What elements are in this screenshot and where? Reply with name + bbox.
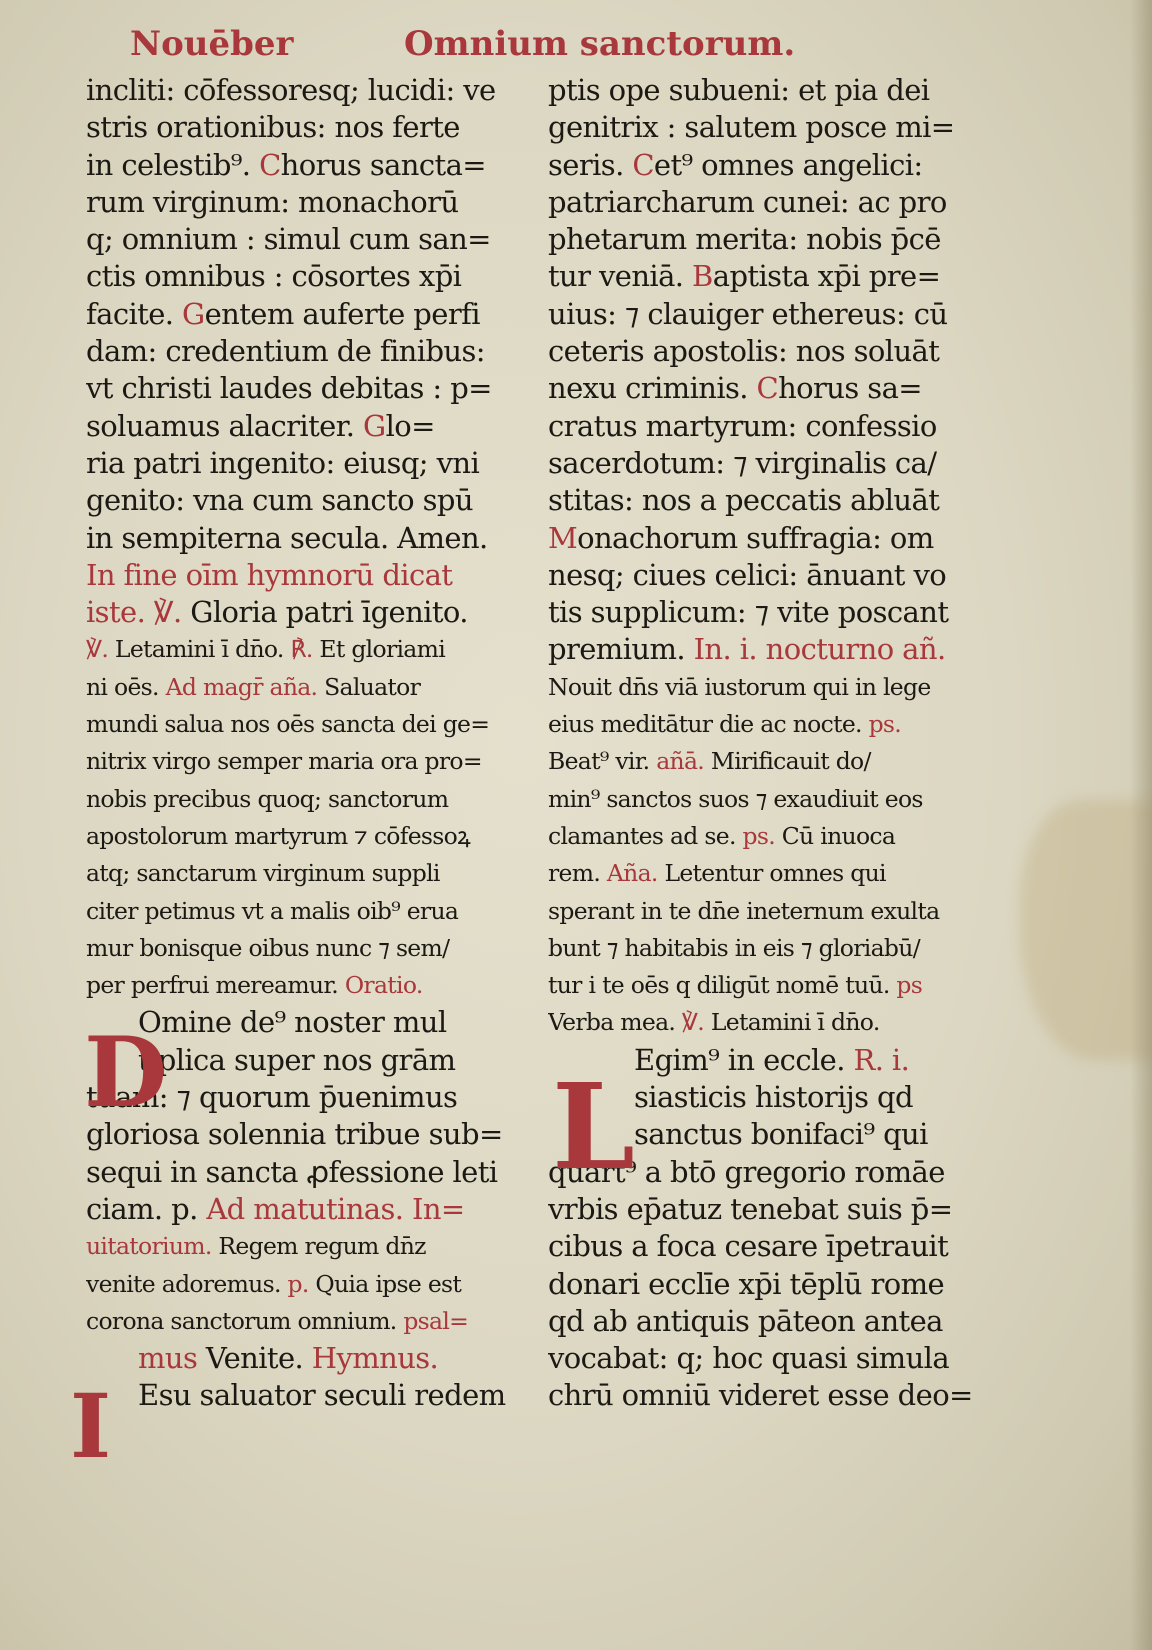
rubric-text: M [548,520,578,555]
body-text: sanctus bonifaci⁹ qui [634,1117,928,1152]
rubric-text: p. [287,1269,316,1298]
body-text: Verba mea. [548,1008,682,1037]
body-text: Omine de⁹ noster mul [138,1005,447,1040]
text-line [548,408,1000,445]
body-text: mur bonisque oibus nunc ⁊ sem/ [86,933,450,962]
body-text: min⁹ sanctos suos ⁊ exaudiuit eos [548,784,923,813]
text-line [548,781,1000,818]
rubric-text: ℣. [86,635,115,664]
body-text: Regem regum dn̄z [218,1232,426,1261]
text-line [86,706,526,743]
body-text: rem. [548,859,607,888]
text-line [86,557,526,594]
text-line [86,482,526,519]
rubric-text: ℣. [681,1008,711,1037]
body-text: stitas: nos a peccatis abluāt [548,483,940,518]
text-line [86,520,526,557]
text-line [548,445,1000,482]
body-text: vrbis ep̄atuz tenebat suis p̄= [548,1191,953,1226]
body-text: nesq; ciues celici: ānuant vo [548,557,947,592]
text-line [548,967,1000,1004]
rubric-text: iste. ℣. [86,595,191,630]
body-text: per perfrui mereamur. [86,971,345,1000]
body-text: q; omnium : simul cum san= [86,222,491,257]
rubric-text: uitatorium. [86,1232,219,1261]
header-feast-title: Omnium sanctorum. [404,24,796,64]
text-line [86,1191,526,1228]
text-line [86,408,526,445]
body-text: eius meditātur die ac nocte. [548,710,869,739]
body-text: nexu criminis. [548,371,757,406]
body-text: Saluator [324,672,421,701]
rubric-text: C [632,147,654,182]
body-text: et⁹ omnes angelici: [653,147,923,182]
body-text: Letentur omnes qui [664,859,886,888]
text-line [548,258,1000,295]
text-line [548,557,1000,594]
body-text: soluamus alacriter. [86,408,364,443]
right-column [548,72,1000,1415]
text-line [548,333,1000,370]
body-text: horus sa= [778,371,922,406]
text-line [86,1303,526,1340]
text-line [86,1377,526,1414]
body-text: in celestib⁹. [86,147,260,182]
body-text: Letamini ī dn̄o. [710,1008,880,1037]
text-line [86,147,526,184]
text-line [548,706,1000,743]
rubric-text: ℟. [290,635,320,664]
body-text: vocabat: q; hoc quasi simula [548,1341,950,1376]
rubric-text: psal= [403,1306,469,1335]
body-text: tur veniā. [548,259,693,294]
body-text: atq; sanctarum virginum suppli [86,859,440,888]
text-line [86,296,526,333]
text-line [86,930,526,967]
text-line [548,1340,1000,1377]
text-line [86,221,526,258]
body-text: Esu saluator seculi redem [138,1378,506,1413]
left-column [86,72,526,1415]
rubric-text: C [756,371,779,406]
text-line [548,1377,1000,1414]
body-text: sequi in sancta ꝓfessione leti [86,1154,498,1189]
text-line [86,855,526,892]
body-text: Mirificauit do/ [710,747,871,776]
body-text: Egim⁹ in eccle. [634,1042,854,1077]
body-text: donari ecclīe xp̄i tēplū rome [548,1266,945,1301]
text-line [86,1340,526,1377]
initial-l-rubricated: L [552,1057,635,1196]
body-text: in sempiterna secula. Amen. [86,520,488,555]
body-text: tur i te oēs q diligūt nomē tuū. [548,971,897,1000]
header-month: Nouēber [130,24,294,64]
body-text: sacerdotum: ⁊ virginalis ca/ [548,445,937,480]
initial-i-rubricated: I [70,1374,112,1478]
text-line [548,893,1000,930]
text-line [548,72,1000,109]
rubric-text: Aña. [606,859,665,888]
body-text: seris. [548,147,633,182]
rubric-text: Oratio. [344,971,423,1000]
body-text: facite. [86,296,182,331]
text-line [548,370,1000,407]
rubric-text: B [692,259,713,294]
body-text: lo= [385,408,435,443]
text-line [548,296,1000,333]
text-line [86,893,526,930]
text-line [86,109,526,146]
rubric-text: ps [896,971,923,1000]
body-text: genitrix : salutem posce mi= [548,110,955,145]
initial-d-rubricated: D [84,1016,168,1129]
rubric-text: añā. [656,747,711,776]
body-text: premium. [548,632,694,667]
body-text: cratus martyrum: confessio [548,408,937,443]
text-line [86,594,526,631]
body-text: citer petimus vt a malis oib⁹ erua [86,896,459,925]
text-line [86,781,526,818]
text-line [86,258,526,295]
rubric-text: In. i. nocturno añ. [693,632,946,667]
body-text: ctis omnibus : cōsortes xp̄i [86,259,462,294]
body-text: nitrix virgo semper maria ora pro= [86,747,482,776]
body-text: entem auferte perfi [204,296,480,331]
body-text: incliti: cōfessoresq; lucidi: ve [86,73,496,107]
body-text: corona sanctorum omnium. [86,1306,404,1335]
body-text: ni oēs. [86,672,166,701]
text-line [548,930,1000,967]
rubric-text: Hymnus. [311,1341,439,1376]
text-line [86,669,526,706]
body-text: venite adoremus. [86,1269,288,1298]
body-text: clamantes ad se. [548,821,743,850]
page-edge-shadow [1130,0,1152,1650]
text-line [548,109,1000,146]
text-line [86,743,526,780]
text-line [86,333,526,370]
rubric-text: mus [138,1341,206,1376]
rubric-text: G [363,408,386,443]
body-text: Nouit dn̄s viā iustorum qui in lege [548,672,931,701]
body-text: ciam. p. [86,1191,207,1226]
text-line [548,1228,1000,1265]
body-text: tiplica super nos grām [138,1042,456,1077]
body-text: sperant in te dn̄e ineternum exulta [548,896,940,925]
rubric-text: ps. [868,710,902,739]
body-text: nobis precibus quoq; sanctorum [86,784,449,813]
body-text: Gloria patri īgenito. [190,595,468,630]
text-line [86,184,526,221]
text-line [86,445,526,482]
body-text: bunt ⁊ habitabis in eis ⁊ gloriabū/ [548,933,920,962]
body-text: Letamini ī dn̄o. [114,635,291,664]
body-text: Venite. [205,1341,312,1376]
body-text: quart⁹ a btō gregorio romāe [548,1154,945,1189]
text-line [548,669,1000,706]
body-text: tis supplicum: ⁊ vite poscant [548,595,949,630]
body-text: ria patri ingenito: eiusq; vni [86,445,480,480]
body-text: qd ab antiquis pāteon antea [548,1303,943,1338]
body-text: genito: vna cum sancto spū [86,483,473,518]
body-text: siasticis historijs qd [634,1080,913,1115]
rubric-text: ps. [742,821,782,850]
text-line [548,1303,1000,1340]
text-line [548,743,1000,780]
text-line [86,1228,526,1265]
text-line [86,1154,526,1191]
body-text: apostolorum martyrum ⁊ cōfessoꝝ [86,821,470,850]
body-text: cibus a foca cesare īpetrauit [548,1229,949,1264]
rubric-text: Ad magr̄ aña. [165,672,325,701]
rubric-text: C [259,147,281,182]
body-text: chrū omniū videret esse deo= [548,1378,973,1413]
text-line [548,594,1000,631]
text-line [548,221,1000,258]
rubric-text: G [182,296,205,331]
text-line [86,818,526,855]
body-text: rum virginum: monachorū [86,184,459,219]
body-text: patriarcharum cunei: ac pro [548,184,947,219]
body-text: Et gloriami [319,635,446,664]
rubric-text: R. i. [853,1042,910,1077]
text-line [548,147,1000,184]
text-line [548,631,1000,668]
body-text: ceteris apostolis: nos soluāt [548,334,940,369]
body-text: Beat⁹ vir. [548,747,657,776]
body-text: aptista xp̄i pre= [712,259,941,294]
text-line [548,184,1000,221]
body-text: mundi salua nos oēs sancta dei ge= [86,710,490,739]
body-text: uius: ⁊ clauiger ethereus: cū [548,296,948,331]
text-line [86,631,526,668]
text-line [548,1266,1000,1303]
body-text: gloriosa solennia tribue sub= [86,1117,503,1152]
body-text: ptis ope subueni: et pia dei [548,73,930,107]
body-text: Quia ipse est [315,1269,462,1298]
text-line [86,370,526,407]
body-text: horus sancta= [280,147,486,182]
text-line [86,72,526,109]
body-text: tuam: ⁊ quorum p̄uenimus [86,1080,458,1115]
text-line [548,482,1000,519]
text-line [86,967,526,1004]
text-line [548,520,1000,557]
body-text: stris orationibus: nos ferte [86,110,460,145]
body-text: dam: credentium de finibus: [86,334,485,369]
text-line [548,818,1000,855]
text-line [86,1266,526,1303]
body-text: phetarum merita: nobis p̄cē [548,222,941,257]
text-line [548,1191,1000,1228]
rubric-text: Ad matutinas. In= [206,1191,465,1226]
body-text: Cū inuoca [781,821,896,850]
body-text: vt christi laudes debitas : p= [86,371,492,406]
rubric-text: In fine oīm hymnorū dicat [86,557,453,592]
text-line [548,855,1000,892]
body-text: onachorum suffragia: om [577,520,934,555]
text-line [548,1004,1000,1041]
